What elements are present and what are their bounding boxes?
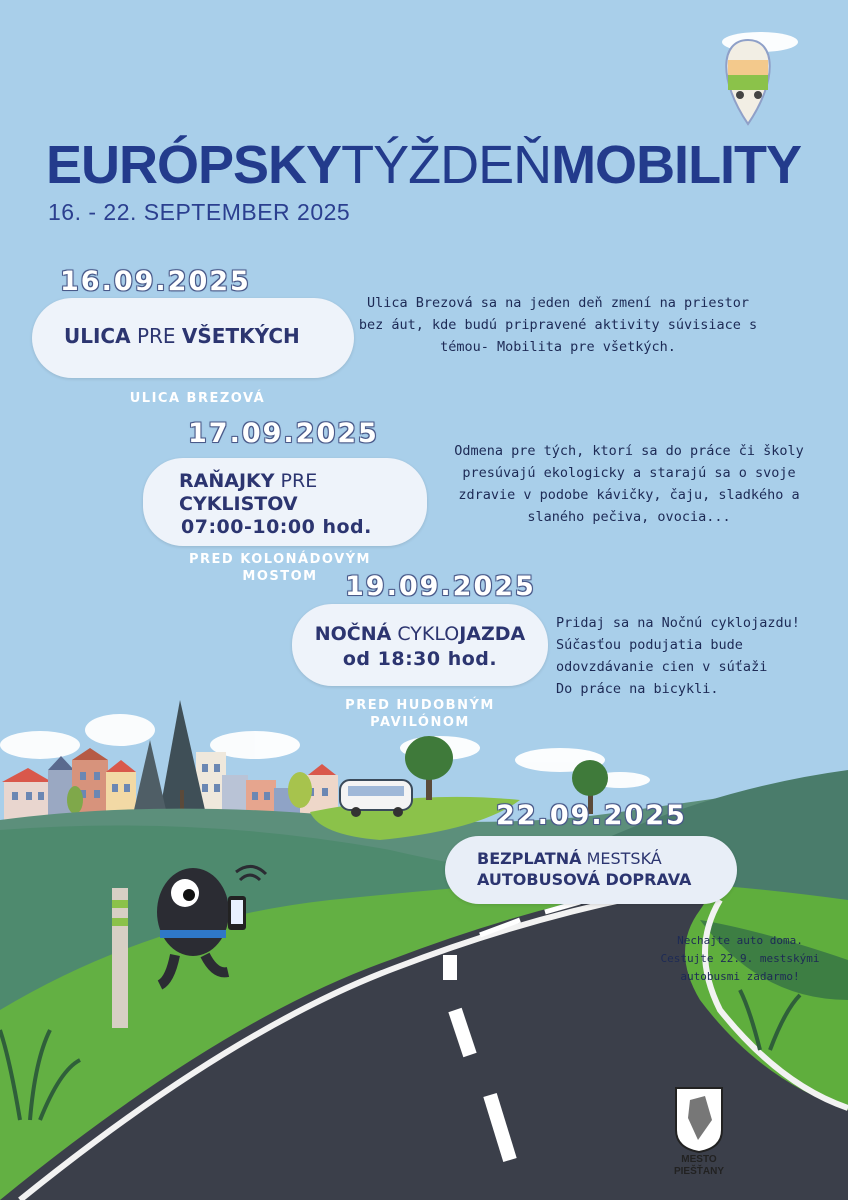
event-4-date: 22.09.2025 — [496, 800, 687, 831]
event-2-name-bold1: RAŇAJKY — [179, 470, 275, 492]
note-line: Nechajte auto doma. — [677, 934, 803, 947]
place-line: PRED HUDOBNÝM — [345, 698, 495, 713]
event-3-name-normal: CYKLO — [391, 623, 460, 645]
event-2-date: 17.09.2025 — [188, 418, 379, 449]
page-title — [46, 135, 802, 195]
note-line: presúvajú ekologicky a starajú sa o svoje — [462, 465, 796, 481]
event-1-description — [352, 292, 764, 358]
event-3-name-bold2: JAZDA — [459, 623, 526, 645]
note-line: témou- Mobilita pre všetkých. — [440, 339, 676, 355]
note-line: Ulica Brezová sa na jeden deň zmení na priestor — [366, 295, 749, 311]
event-1-date: 16.09.2025 — [60, 266, 251, 297]
event-2-name-bold2: CYKLISTOV — [179, 493, 298, 515]
note-line: zdravie v podobe kávičky, čaju, sladkého a — [458, 487, 800, 503]
event-4-name-bold2: AUTOBUSOVÁ DOPRAVA — [477, 870, 692, 889]
event-4-description — [660, 932, 820, 986]
note-line: Odmena pre tých, ktorí sa do práce či školy — [454, 443, 804, 459]
event-period: 16. - 22. SEPTEMBER 2025 — [48, 199, 351, 225]
event-2-description — [440, 440, 818, 528]
note-line: bez áut, kde budú pripravené aktivity súvisiace s — [358, 317, 758, 333]
event-1-name-normal: PRE — [130, 324, 182, 348]
place-line: MOSTOM — [242, 569, 318, 584]
note-line: Súčasťou podujatia bude — [556, 637, 743, 653]
event-4-name-normal: MESTSKÁ — [581, 849, 662, 868]
title-part1: EURÓPSKY — [46, 135, 342, 195]
event-4-card — [445, 836, 737, 904]
event-3-date: 19.09.2025 — [345, 571, 536, 602]
event-3-place — [310, 697, 530, 731]
city-coat-of-arms — [676, 1088, 722, 1152]
place-line: PAVILÓNOM — [370, 715, 470, 730]
city-logo-text — [664, 1154, 734, 1178]
title-part3: MOBILITY — [551, 135, 802, 195]
event-1-name-bold1: ULICA — [64, 324, 131, 348]
event-2-card — [143, 458, 427, 546]
event-3-description — [556, 612, 806, 700]
event-3-card — [292, 604, 548, 686]
event-1-name-bold2: VŠETKÝCH — [181, 324, 300, 348]
place-line: PRED KOLONÁDOVÝM — [189, 552, 371, 567]
note-line: Cestujte 22.9. mestskými — [660, 952, 820, 965]
note-line: slaného pečiva, ovocia... — [527, 509, 731, 525]
logo-line: MESTO — [681, 1154, 717, 1165]
note-line: odovzdávanie cien v súťaži — [556, 659, 768, 675]
title-part2: TÝŽDEŇ — [341, 135, 552, 195]
note-line: Pridaj sa na Nočnú cyklojazdu! — [556, 615, 800, 631]
event-2-name-normal: PRE — [274, 470, 318, 492]
event-2-time: 07:00-10:00 hod. — [181, 516, 372, 538]
note-line: autobusmi zadarmo! — [680, 970, 800, 983]
event-4-name-bold1: BEZPLATNÁ — [477, 849, 582, 868]
event-3-time: od 18:30 hod. — [342, 648, 498, 670]
event-3-name-bold1: NOČNÁ — [314, 623, 392, 645]
note-line: Do práce na bicykli. — [556, 681, 719, 697]
event-1-place: ULICA BREZOVÁ — [129, 391, 266, 406]
road-post — [112, 888, 128, 1028]
event-1-card — [32, 298, 354, 378]
logo-line: PIEŠŤANY — [673, 1166, 724, 1177]
